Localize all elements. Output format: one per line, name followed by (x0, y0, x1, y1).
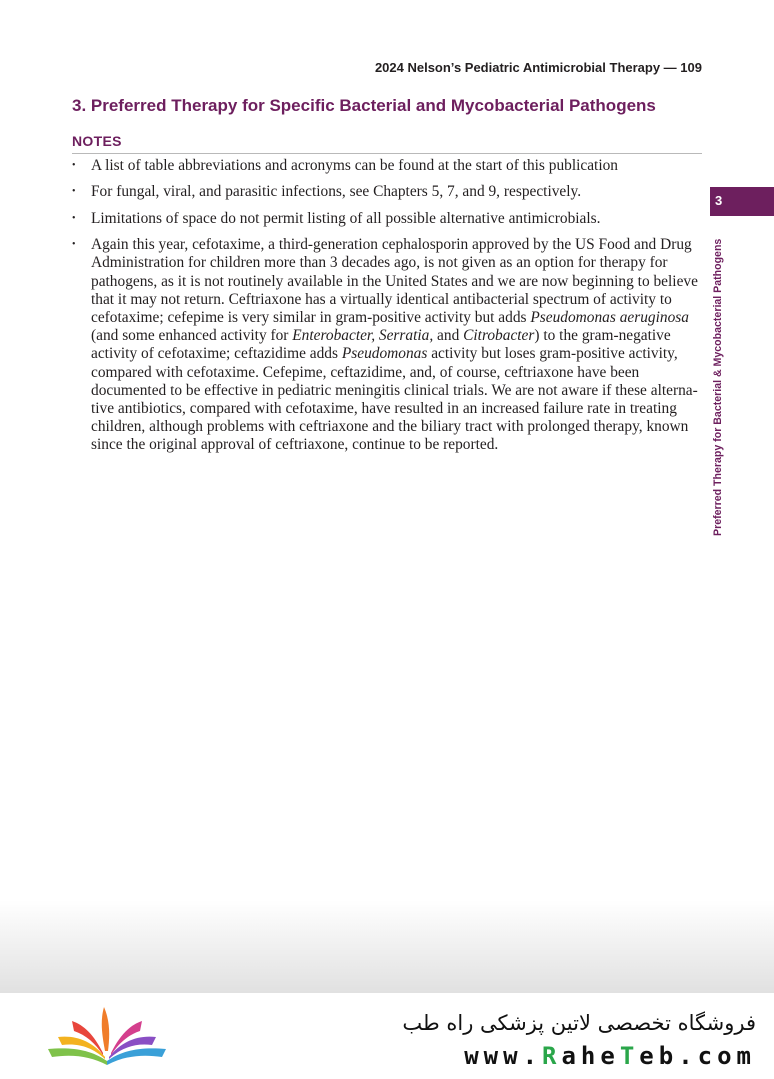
watermark-footer (0, 993, 774, 1079)
url-part: eb.com (639, 1042, 756, 1070)
note-text: For fungal, viral, and parasitic infections, see Chapters 5, 7, and 9, respectively. (91, 183, 582, 201)
chapter-side-tab (710, 187, 774, 216)
bullet-icon: • (72, 186, 76, 198)
url-part: ahe (561, 1042, 620, 1070)
url-part: www. (464, 1042, 543, 1070)
note-item-abbreviations (72, 157, 702, 175)
note-item-space-limitations (72, 210, 702, 228)
chapter-side-label: Preferred Therapy for Bacterial & Mycobacterial Pathogens (712, 238, 724, 536)
notes-divider (72, 153, 702, 154)
note-text-part: ) to the gram-negative activity of cefotaxime; ceftazidime adds (91, 327, 671, 363)
note-text-part: and (433, 327, 464, 345)
notes-list (72, 157, 702, 463)
note-italic-organism: Citrobacter (463, 327, 535, 345)
note-text-part: (and some enhanced activity for (91, 327, 293, 345)
chapter-title: 3. Preferred Therapy for Specific Bacterial and Mycobacterial Pathogens (72, 96, 656, 115)
shop-name: فروشگاه تخصصی لاتین پزشکی راه طب (402, 1011, 756, 1035)
note-italic-organism: Enterobacter, Serratia, (292, 327, 434, 345)
notes-heading: NOTES (72, 133, 122, 149)
bullet-icon: • (72, 160, 76, 171)
note-text: A list of table abbreviations and acronyms can be found at the start of this publication (91, 157, 618, 174)
running-head: 2024 Nelson’s Pediatric Antimicrobial Therapy — 109 (374, 60, 702, 75)
page-bottom-shadow (0, 900, 774, 993)
note-text-part: Again this year, cefotaxime, a third-generation cephalosporin approved by the US Food and Drug Administration for children more than 3 decades ago, is not given as an option for therapy for pathogens, as it is not routinely available in the United States and we are now beginning to believe that it may not return. Ceftriaxone has a virtually identical antibacterial spectrum of activity to cefotaxime; cefepime is very similar in gram-positive activity but adds (91, 236, 698, 327)
bullet-icon: • (72, 212, 76, 224)
bullet-icon: • (72, 239, 76, 251)
shop-url (464, 1042, 756, 1070)
url-part-highlight: T (619, 1042, 640, 1070)
note-italic-organism: Pseudomonas aeruginosa (530, 309, 689, 327)
chapter-tab-number: 3 (715, 193, 723, 208)
note-italic-organism: Pseudomonas (341, 345, 428, 363)
url-part-highlight: R (542, 1042, 562, 1070)
note-text: Limitations of space do not permit listing of all possible alternative antimicrobials. (91, 209, 601, 227)
note-item-cefotaxime (72, 236, 702, 454)
note-item-other-infections (72, 183, 702, 201)
open-book-logo-icon (42, 1001, 172, 1067)
note-text-part: activity but loses gram-positive activity, compared with cefotaxime. Cefepime, ceftazidime, and, of course, ceftriaxone have been documented to be effective in pediatric meningitis clinical trials. We are not aware if these alterna-tive antibiotics, compared with cefotaxime, have resulted in an increased failure rate in treating children, although problems with ceftriaxone and the biliary tract with prolonged therapy, known since the original approval of ceftriaxone, continue to be reported. (91, 345, 698, 454)
